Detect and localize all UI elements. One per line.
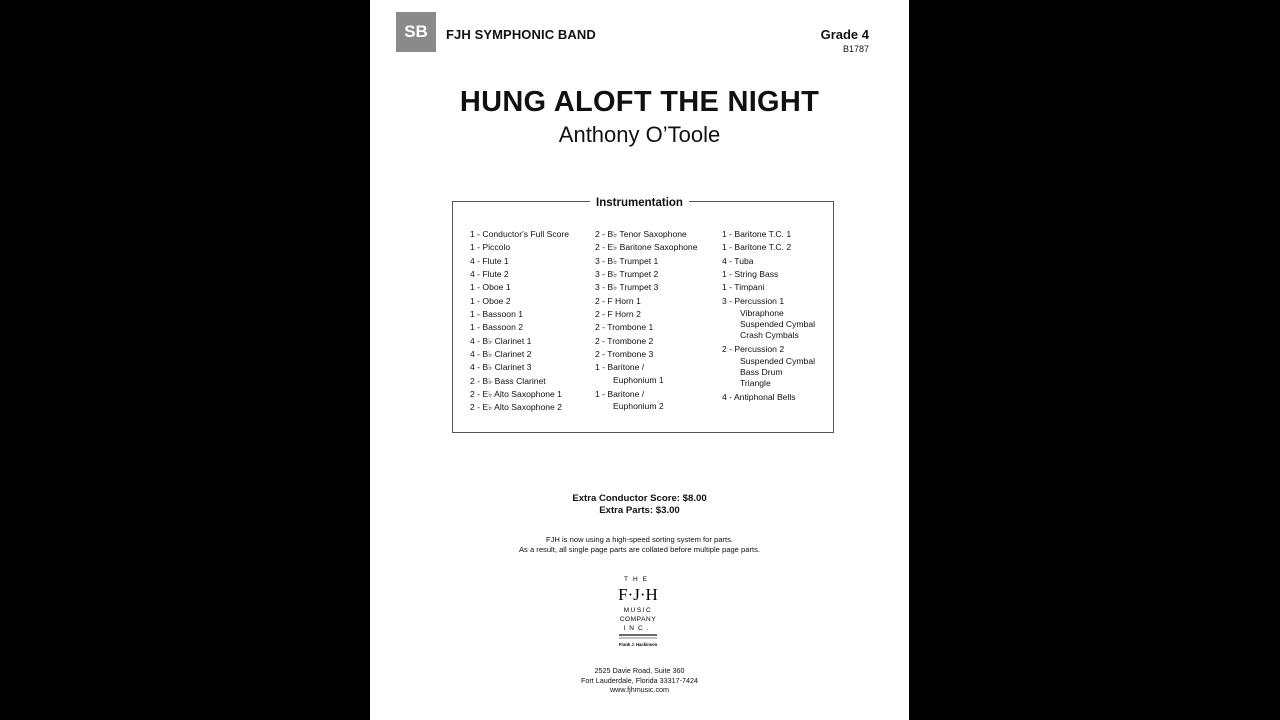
instrumentation-column-2 bbox=[595, 228, 697, 412]
logo-company: COMPANY bbox=[619, 616, 657, 623]
instrument-item: 4 - Antiphonal Bells bbox=[722, 392, 796, 403]
instrument-item: 1 - Baritone T.C. 2 bbox=[722, 242, 792, 253]
extra-parts-price: Extra Parts: $3.00 bbox=[599, 504, 680, 516]
instrument-item: 3 - B♭ Trumpet 1 bbox=[595, 255, 659, 266]
instrument-item: 2 - Percussion 2 bbox=[722, 344, 785, 355]
instrument-item: 1 - Oboe 1 bbox=[470, 282, 511, 293]
percussion-instrument: Triangle bbox=[740, 378, 771, 389]
instrument-item: 2 - B♭ Tenor Saxophone bbox=[595, 229, 687, 239]
instrumentation-heading-text: Instrumentation bbox=[590, 197, 689, 209]
instrument-item: 2 - B♭ Bass Clarinet bbox=[470, 375, 546, 386]
website: www.fjhmusic.com bbox=[609, 685, 670, 695]
notice-line: As a result, all single page parts are collated before multiple page parts. bbox=[518, 545, 761, 554]
percussion-instrument: Suspended Cymbal bbox=[740, 356, 816, 367]
instrument-item: 4 - B♭ Clarinet 2 bbox=[470, 349, 532, 360]
instrument-item: 4 - Tuba bbox=[722, 255, 754, 266]
instrument-item: 4 - Flute 1 bbox=[470, 255, 509, 266]
piece-title: HUNG ALOFT THE NIGHT bbox=[459, 86, 820, 118]
instrument-item: 3 - B♭ Trumpet 3 bbox=[595, 282, 659, 293]
price-block bbox=[370, 493, 909, 516]
percussion-instrument: Vibraphone bbox=[740, 308, 784, 319]
extra-score-price: Extra Conductor Score: $8.00 bbox=[572, 493, 707, 504]
logo-fjh: F·J·H bbox=[618, 585, 658, 604]
grade-label: Grade 4 bbox=[820, 27, 869, 42]
instrument-item: 1 - Piccolo bbox=[470, 242, 511, 253]
address-line: 2525 Davie Road, Suite 360 bbox=[594, 666, 685, 675]
fjh-music-logo bbox=[613, 573, 663, 657]
percussion-instrument: Crash Cymbals bbox=[740, 330, 799, 341]
instrument-item: 1 - Baritone / bbox=[595, 362, 645, 373]
instrument-item: 1 - Timpani bbox=[722, 282, 765, 293]
percussion-instrument: Suspended Cymbal bbox=[740, 319, 816, 330]
instrument-item: 2 - E♭ Alto Saxophone 1 bbox=[470, 389, 562, 400]
logo-inc: INC. bbox=[623, 625, 653, 632]
instrument-item: 2 - F Horn 2 bbox=[595, 309, 641, 320]
logo-music: MUSIC bbox=[623, 607, 653, 614]
address-line: Fort Lauderdale, Florida 33317-7424 bbox=[580, 675, 699, 685]
instrument-item: 1 - Conductor's Full Score bbox=[470, 229, 570, 239]
instrument-item-continuation: Euphonium 1 bbox=[613, 374, 664, 385]
instrument-item: 3 - B♭ Trumpet 2 bbox=[595, 269, 659, 280]
score-cover-page bbox=[370, 0, 909, 720]
sorting-notice bbox=[370, 535, 909, 555]
composer-name: Anthony O’Toole bbox=[558, 122, 721, 147]
instrument-item: 2 - F Horn 1 bbox=[595, 295, 641, 306]
instrument-item: 2 - E♭ Baritone Saxophone bbox=[595, 242, 698, 253]
instrument-item-continuation: Euphonium 2 bbox=[613, 401, 664, 412]
instrumentation-heading bbox=[370, 193, 909, 211]
instrument-item: 4 - B♭ Clarinet 1 bbox=[470, 335, 532, 346]
publisher-address bbox=[370, 666, 909, 695]
series-badge: SB bbox=[396, 12, 436, 52]
instrument-item: 2 - Trombone 3 bbox=[595, 349, 654, 360]
notice-line: FJH is now using a high-speed sorting system for parts. bbox=[546, 535, 733, 544]
instrument-item: 1 - Baritone / bbox=[595, 388, 645, 399]
instrument-item: 1 - Bassoon 2 bbox=[470, 322, 524, 333]
instrument-item: 2 - Trombone 2 bbox=[595, 335, 654, 346]
instrument-item: 1 - Oboe 2 bbox=[470, 295, 511, 306]
instrument-item: 3 - Percussion 1 bbox=[722, 295, 785, 306]
logo-the: THE bbox=[624, 576, 652, 583]
catalog-number: B1787 bbox=[842, 44, 869, 54]
instrument-item: 4 - Flute 2 bbox=[470, 269, 509, 280]
instrumentation-column-3 bbox=[722, 228, 815, 405]
instrument-item: 2 - E♭ Alto Saxophone 2 bbox=[470, 402, 562, 413]
instrument-item: 1 - Baritone T.C. 1 bbox=[722, 229, 792, 239]
series-name: FJH SYMPHONIC BAND bbox=[446, 27, 596, 42]
instrument-item: 1 - String Bass bbox=[722, 269, 779, 280]
instrument-item: 1 - Bassoon 1 bbox=[470, 309, 524, 320]
instrumentation-column-1 bbox=[470, 228, 569, 415]
instrument-item: 2 - Trombone 1 bbox=[595, 322, 654, 333]
instrument-item: 4 - B♭ Clarinet 3 bbox=[470, 362, 532, 373]
logo-signature: Frank J. Hackinson bbox=[618, 642, 658, 647]
percussion-instrument: Bass Drum bbox=[740, 367, 783, 378]
